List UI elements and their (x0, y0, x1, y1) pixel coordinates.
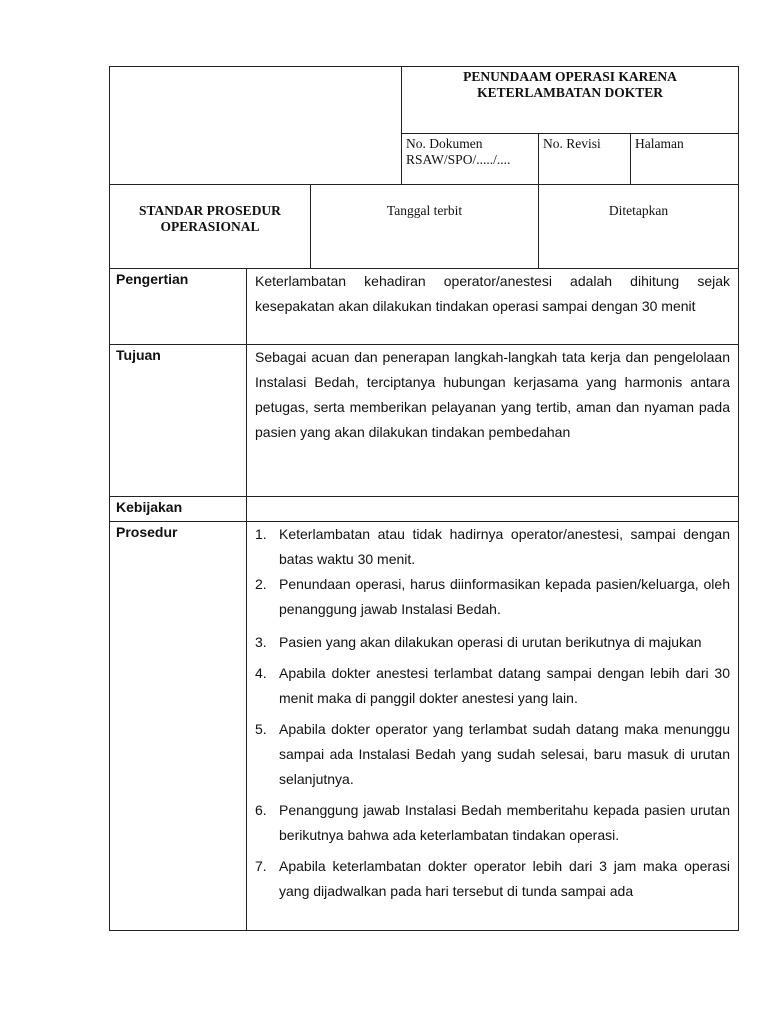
document-number-label: No. Dokumen (406, 136, 483, 151)
prosedur-label: Prosedur (110, 522, 247, 931)
tujuan-text-cell (247, 345, 739, 497)
pengertian-label: Pengertian (110, 269, 247, 345)
list-item (255, 854, 730, 904)
revision-number-label: No. Revisi (543, 136, 601, 151)
list-item (255, 661, 730, 711)
document-header-table (109, 66, 739, 269)
prosedur-list-cell (247, 522, 739, 931)
logo-area (110, 67, 402, 185)
prosedur-list (247, 522, 738, 904)
list-item (255, 630, 730, 655)
approved-by-cell (539, 185, 739, 269)
pengertian-text-cell (247, 269, 739, 345)
sop-title-line2: OPERASIONAL (160, 219, 260, 234)
list-item-text: Pasien yang akan dilakukan operasi di urutan berikutnya di majukan (279, 634, 702, 650)
document-title-line1: PENUNDAAM OPERASI KARENA (463, 69, 677, 84)
prosedur-row (110, 522, 739, 931)
document-title (402, 67, 739, 134)
list-item-number: 2. (255, 576, 267, 592)
list-item-number: 1. (255, 526, 267, 542)
kebijakan-row (110, 497, 739, 522)
list-item (255, 717, 730, 792)
document-title-line2: KETERLAMBATAN DOKTER (477, 85, 663, 100)
tujuan-row (110, 345, 739, 497)
list-item (255, 572, 730, 622)
revision-number-cell (539, 134, 631, 185)
sop-title-line1: STANDAR PROSEDUR (139, 203, 281, 218)
list-item-text: Penanggung jawab Instalasi Bedah memberitahu kepada pasien urutan berikutnya bahwa ada keterlambatan tindakan operasi. (279, 802, 730, 843)
list-item-number: 4. (255, 665, 267, 681)
kebijakan-label: Kebijakan (110, 497, 247, 522)
approved-by-label: Ditetapkan (608, 203, 669, 218)
tujuan-label: Tujuan (110, 345, 247, 497)
list-item-number: 7. (255, 858, 267, 874)
document-number-value: RSAW/SPO/...../.... (406, 152, 511, 167)
list-item (255, 522, 730, 572)
tujuan-text: Sebagai acuan dan penerapan langkah-langkah tata kerja dan pengelolaan Instalasi Bedah, terciptanya hubungan kerjasama yang harmonis antara petugas, serta memberikan pelayanan yang tertib, aman dan nyaman pada pasien yang akan dilakukan tindakan pembedahan (255, 349, 730, 440)
list-item-number: 6. (255, 802, 267, 818)
list-item-text: Keterlambatan atau tidak hadirnya operator/anestesi, sampai dengan batas waktu 30 menit. (279, 526, 730, 567)
list-item-text: Apabila dokter anestesi terlambat datang sampai dengan lebih dari 30 menit maka di panggil dokter anestesi yang lain. (279, 665, 730, 706)
list-item-number: 3. (255, 634, 267, 650)
list-item-text: Penundaan operasi, harus diinformasikan kepada pasien/keluarga, oleh penanggung jawab Instalasi Bedah. (279, 576, 730, 617)
list-item (255, 798, 730, 848)
sop-title-cell (110, 185, 311, 269)
list-item-number: 5. (255, 721, 267, 737)
page-number-cell (631, 134, 739, 185)
pengertian-row (110, 269, 739, 345)
page-number-label: Halaman (635, 136, 684, 151)
kebijakan-text (247, 497, 739, 522)
document-body-table (109, 268, 739, 931)
document-number-cell (402, 134, 539, 185)
pengertian-text: Keterlambatan kehadiran operator/anestesi adalah dihitung sejak kesepakatan akan dilakukan tindakan operasi sampai dengan 30 menit (255, 273, 730, 314)
list-item-text: Apabila dokter operator yang terlambat sudah datang maka menunggu sampai ada Instalasi Bedah yang sudah selesai, baru masuk di urutan selanjutnya. (279, 721, 730, 787)
issue-date-cell (311, 185, 539, 269)
list-item-text: Apabila keterlambatan dokter operator lebih dari 3 jam maka operasi yang dijadwalkan pada hari tersebut di tunda sampai ada (279, 858, 730, 899)
issue-date-label: Tanggal terbit (386, 203, 463, 218)
